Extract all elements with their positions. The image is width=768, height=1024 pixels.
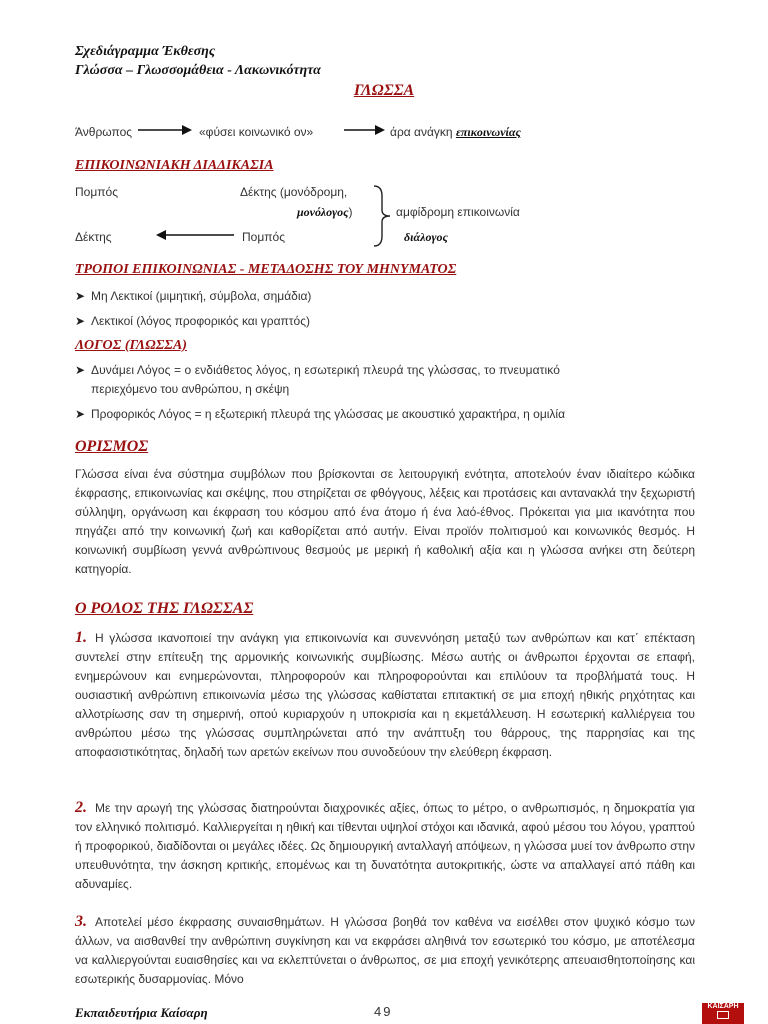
arrow-right-icon <box>344 124 386 136</box>
header-line-1: Σχεδιάγραμμα Έκθεσης <box>75 44 216 59</box>
logo-text: ΚΑΙΣΑΡΗ <box>707 1003 739 1010</box>
page-title: ΓΛΩΣΣΑ <box>353 82 415 99</box>
dialogue: διάλογος <box>404 230 448 244</box>
paren-close: ) <box>348 205 353 219</box>
comm-process-heading: ΕΠΙΚΟΙΝΩΝΙΑΚΗ ΔΙΑΔΙΚΑΣΙΑ <box>75 158 274 173</box>
receiver-1: Δέκτης (μονόδρομη, <box>240 185 348 199</box>
intro-communication: επικοινωνίας <box>455 125 521 139</box>
arrow-right-icon <box>138 124 193 136</box>
item-text: Η γλώσσα ικανοποιεί την ανάγκη για επικοινωνία και συνεννόηση μεταξύ των ανθρώπων και κατ΄ επέκταση συντελεί στην επίτευξη της αρμονικής κοινωνικής συμβίωσης. Μέσω αυτής οι άνθρωποι έρχονται σε επαφή, ενημερώνουν και ενημερώνονται, πληροφορούν και πληροφορούνται και επιλύουν τα προβλήματά τους. Η ουσιαστική ανθρώπινη επικοινωνία μέσω της γλώσσας καθίσταται επιτακτική σε μια εποχή ηθικής ρηχότητας και αλλοτρίωσης σαν τη σημερινή, οπού κυριαρχούν η υποκρισία και η εκμετάλλευση. Η εσωτερική καλλιέργεια του ανθρώπου μέσω της γλώσσας συμπληρώνεται από την ανάπτυξη του θάρρους, της παρρησίας και της αποφασιστικότητας, δηλαδή των αρετών εκείνων που συνοδεύουν την ελεύθερη έκφραση. <box>75 631 695 759</box>
school-logo <box>702 1003 744 1024</box>
arrow-left-icon <box>156 229 236 241</box>
page-number: 49 <box>374 1004 393 1019</box>
modes-heading: ΤΡΟΠΟΙ ΕΠΙΚΟΙΝΩΝΙΑΣ - ΜΕΤΑΔΟΣΗΣ ΤΟΥ ΜΗΝΥΜΑΤΟΣ <box>75 262 457 277</box>
curly-brace-icon <box>370 184 394 248</box>
bullet-arrow-icon: ➤ <box>75 289 86 303</box>
bullet-arrow-icon: ➤ <box>75 407 86 421</box>
header-line-2: Γλώσσα – Γλωσσομάθεια - Λακωνικότητα <box>75 63 321 78</box>
monologue: μονόλογος <box>297 205 349 219</box>
list-item-text: Δυνάμει Λόγος = ο ενδιάθετος λόγος, η εσωτερική πλευρά της γλώσσας, το πνευματικό <box>91 363 560 377</box>
intro-human: Άνθρωπος <box>75 125 133 139</box>
item-text: Αποτελεί μέσο έκφρασης συναισθημάτων. Η γλώσσα βοηθά τον καθένα να εισέλθει στον ψυχικό κόσμο των άλλων, να αισθανθεί την ανθρώπινη συγκίνηση και να εκφράσει αληθινά τον εσωτερικό του κόσμο, με αποτέλεσμα να καλλιεργούνται ευαισθησίες και να εκλεπτύνεται ο άνθρωπος, σε μια εποχή γενικότερης απευαισθητοποίησης και εσωτερικής δυσαρμονίας. Μόνο <box>75 915 695 986</box>
list-item <box>75 289 311 303</box>
definition-text: Γλώσσα είναι ένα σύστημα συμβόλων που βρίσκονται σε λειτουργική ενότητα, αποτελούν έναν ιδιαίτερο κώδικα έκφρασης, επικοινωνίας και σκέψης, που στηρίζεται σε φθόγγους, λέξεις και προτάσεις και αντανακλά την ξεχωριστή σύλληψη, οργάνωση και έκφραση του κόσμου από ένα άτομο ή ένα λαό-έθνος. Πρόκειται για μια ικανότητα που πηγάζει από την κοινωνική ζωή και καθορίζεται από αυτήν. Είναι προϊόν πολιτισμού και κοινωνικός θεσμός. Η κοινωνική συμβίωση γεννά ανθρώπινους θεσμούς με μερική ή καθολική αξία και η γλώσσα ανήκει στη δεύτερη κατηγορία. <box>75 467 695 576</box>
bullet-arrow-icon: ➤ <box>75 363 86 377</box>
receiver-2: Δέκτης <box>75 230 112 244</box>
item-number: 2. <box>75 799 87 816</box>
item-number: 1. <box>75 629 87 646</box>
intro-social-being: «φύσει κοινωνικό ον» <box>199 125 314 139</box>
definition-heading: ΟΡΙΣΜΟΣ <box>75 438 149 455</box>
list-item-text: Προφορικός Λόγος = η εξωτερική πλευρά της γλώσσας με ακουστικό χαρακτήρα, η ομιλία <box>91 407 565 421</box>
bullet-arrow-icon: ➤ <box>75 314 86 328</box>
sender-2: Πομπός <box>242 230 285 244</box>
monologue-line <box>297 205 352 220</box>
list-item-continuation: περιεχόμενο του ανθρώπου, η σκέψη <box>91 382 290 396</box>
logo-mark-icon <box>717 1011 729 1019</box>
list-item-text: Λεκτικοί (λόγος προφορικός και γραπτός) <box>91 314 310 328</box>
logos-heading: ΛΟΓΟΣ (ΓΛΩΣΣΑ) <box>75 338 187 353</box>
numbered-item <box>75 798 695 894</box>
list-item <box>75 314 310 328</box>
role-heading: Ο ΡΟΛΟΣ ΤΗΣ ΓΛΩΣΣΑΣ <box>75 600 254 617</box>
item-text: Με την αρωγή της γλώσσας διατηρούνται διαχρονικές αξίες, όπως το μέτρο, ο ανθρωπισμός, η δημοκρατία για τον ελληνικό πολιτισμό. Καλλιεργείται η ηθική και τίθενται υψηλοί στόχοι και ιδανικά, αφού μέσου του λόγου, γραπτού ή προφορικού, διαδίδονται οι μεγάλες ιδέες. Ως δημιουργική ανταλλαγή απόψεων, η γλώσσα μυεί τον άνθρωπο στην υπευθυνότητα, την άσκηση κριτικής, επομένως και τη δυνατότητα αυτοκριτικής, ώστε να απαλλαγεί από πάθη και αδυναμίες. <box>75 801 695 891</box>
item-number: 3. <box>75 913 87 930</box>
list-item <box>75 363 695 377</box>
list-item <box>75 407 565 421</box>
numbered-item <box>75 912 695 989</box>
intro-need <box>390 125 521 140</box>
two-way-communication: αμφίδρομη επικοινωνία <box>396 205 520 219</box>
page-title-wrap <box>0 82 768 100</box>
list-item-text: Μη Λεκτικοί (μιμητική, σύμβολα, σημάδια) <box>91 289 312 303</box>
footer-school-name: Εκπαιδευτήρια Καίσαρη <box>75 1005 208 1020</box>
sender-1: Πομπός <box>75 185 118 199</box>
intro-need-text: άρα ανάγκη <box>390 125 453 139</box>
numbered-item <box>75 628 695 762</box>
